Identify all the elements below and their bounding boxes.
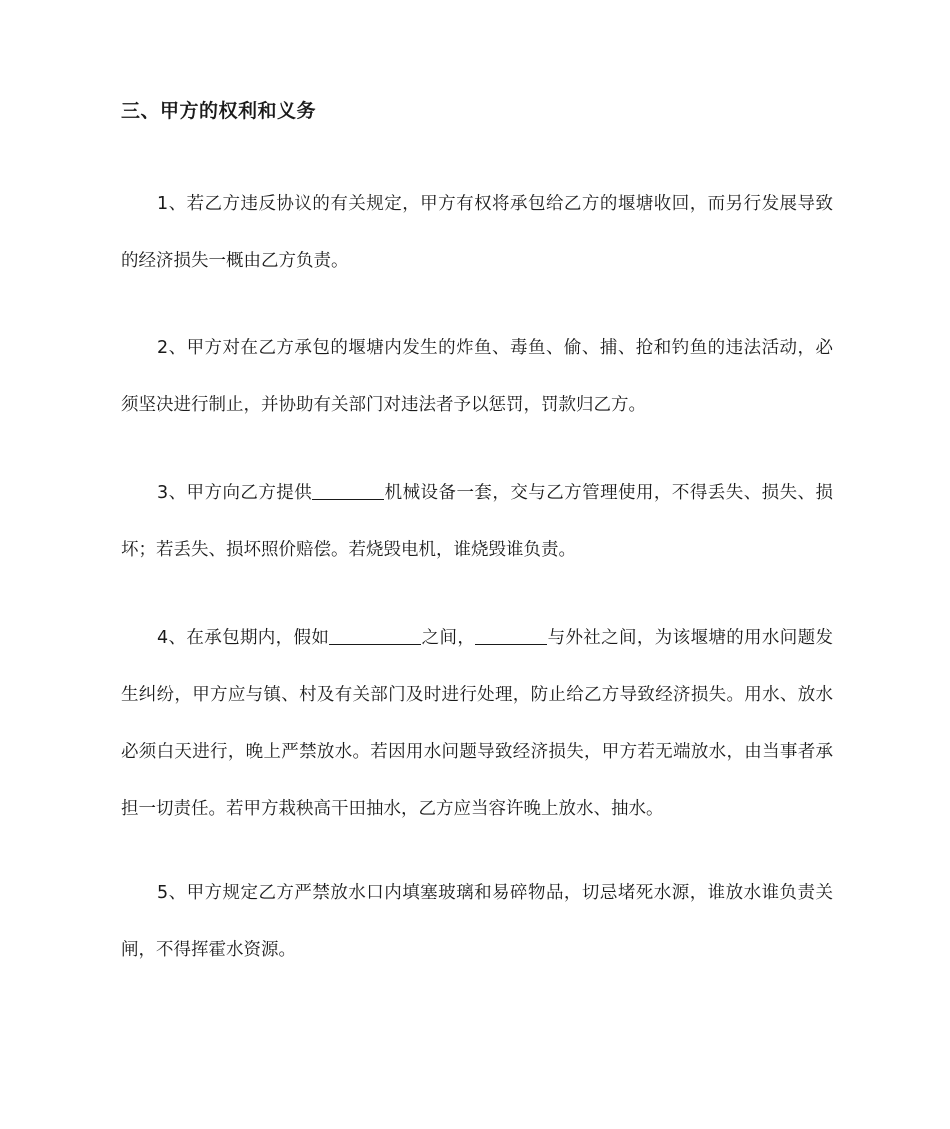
clause-5-text: 5、甲方规定乙方严禁放水口内填塞玻璃和易碎物品，切忌堵死水源，谁放水谁负责关闸，不得挥霍水资源。 bbox=[121, 883, 833, 960]
clause-2 bbox=[121, 320, 833, 434]
blank-line-equipment bbox=[312, 481, 384, 500]
clause-2-text: 2、甲方对在乙方承包的堰塘内发生的炸鱼、毒鱼、偷、捕、抢和钓鱼的违法活动，必须坚决进行制止，并协助有关部门对违法者予以惩罚，罚款归乙方。 bbox=[121, 338, 833, 415]
clause-4-text-start: 4、在承包期内，假如 bbox=[157, 628, 330, 648]
blank-line-party-a bbox=[329, 626, 421, 645]
clause-3-text-end: 机械设备一套，交与乙方管理使用，不得丢失、损失、损坏；若丢失、损坏照价赔偿。若烧毁电机，谁烧毁谁负责。 bbox=[121, 483, 833, 560]
section-heading: 三、甲方的权利和义务 bbox=[121, 100, 317, 122]
clause-5 bbox=[121, 865, 833, 979]
clause-4-text-end: 与外社之间，为该堰塘的用水问题发生纠纷，甲方应与镇、村及有关部门及时进行处理，防止给乙方导致经济损失。用水、放水必须白天进行，晚上严禁放水。若因用水问题导致经济损失，甲方若无端放水，由当事者承担一切责任。若甲方栽秧高干田抽水，乙方应当容许晚上放水、抽水。 bbox=[121, 628, 834, 819]
clause-3-text-start: 3、甲方向乙方提供 bbox=[157, 483, 313, 503]
clause-4 bbox=[121, 610, 833, 838]
clause-1 bbox=[121, 176, 833, 290]
blank-line-party-b bbox=[475, 626, 547, 645]
clause-3 bbox=[121, 465, 833, 579]
clause-4-text-middle: 之间， bbox=[421, 628, 476, 648]
clause-1-text: 1、若乙方违反协议的有关规定，甲方有权将承包给乙方的堰塘收回，而另行发展导致的经济损失一概由乙方负责。 bbox=[121, 194, 833, 271]
